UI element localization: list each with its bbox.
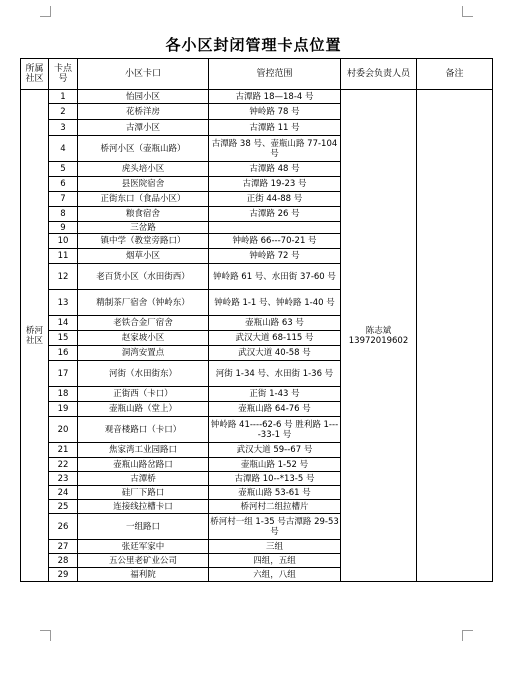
checkpoint-number-cell: 8 <box>49 207 78 222</box>
scope-cell: 古潭路 38 号、壶瓶山路 77-104 号 <box>209 136 341 162</box>
checkpoint-cell: 烟草小区 <box>78 249 209 264</box>
header-checkpoint-number: 卡点号 <box>49 59 78 90</box>
checkpoint-cell: 五公里老矿业公司 <box>78 554 209 568</box>
checkpoint-number-cell: 13 <box>49 290 78 316</box>
checkpoint-cell: 连接线拉槽卡口 <box>78 500 209 514</box>
checkpoint-number-cell: 10 <box>49 234 78 249</box>
checkpoint-number-cell: 29 <box>49 568 78 582</box>
table-row <box>21 90 493 104</box>
checkpoint-cell: 三岔路 <box>78 222 209 234</box>
checkpoint-cell: 粮食宿舍 <box>78 207 209 222</box>
checkpoint-cell: 老铁合金厂宿舍 <box>78 316 209 331</box>
checkpoint-cell: 古潭桥 <box>78 472 209 486</box>
scope-cell: 正街 1-43 号 <box>209 387 341 402</box>
page-corner-mark <box>462 6 473 17</box>
checkpoint-number-cell: 22 <box>49 458 78 472</box>
checkpoint-number-cell: 6 <box>49 177 78 192</box>
checkpoint-cell: 花桥洋房 <box>78 104 209 120</box>
checkpoint-cell: 壶瓶山路岔路口 <box>78 458 209 472</box>
owner-name: 陈志斌 <box>365 325 392 336</box>
scope-cell: 壶瓶山路 1-52 号 <box>209 458 341 472</box>
scope-cell: 古潭路 19-23 号 <box>209 177 341 192</box>
header-note: 备注 <box>417 59 493 90</box>
checkpoint-cell: 一组路口 <box>78 514 209 540</box>
checkpoint-number-cell: 24 <box>49 486 78 500</box>
page-corner-mark <box>462 630 473 641</box>
community-cell: 桥河社区 <box>21 90 49 582</box>
checkpoint-cell: 怡园小区 <box>78 90 209 104</box>
owner-phone: 13972019602 <box>348 335 409 346</box>
scope-cell: 钟岭路 1-1 号、钟岭路 1-40 号 <box>209 290 341 316</box>
checkpoint-number-cell: 28 <box>49 554 78 568</box>
checkpoint-cell: 精制茶厂宿舍（钟岭东） <box>78 290 209 316</box>
checkpoint-cell: 焦家湾工业园路口 <box>78 443 209 458</box>
checkpoint-number-cell: 9 <box>49 222 78 234</box>
header-scope: 管控范围 <box>209 59 341 90</box>
checkpoint-table <box>20 58 493 582</box>
checkpoint-cell: 福利院 <box>78 568 209 582</box>
checkpoint-number-cell: 25 <box>49 500 78 514</box>
checkpoint-number-cell: 23 <box>49 472 78 486</box>
checkpoint-number-cell: 21 <box>49 443 78 458</box>
scope-cell <box>209 222 341 234</box>
checkpoint-cell: 观音楼路口（卡口） <box>78 417 209 443</box>
header-owner: 村委会负责人员 <box>341 59 417 90</box>
checkpoint-cell: 虎头培小区 <box>78 162 209 177</box>
scope-cell: 四组，五组 <box>209 554 341 568</box>
checkpoint-cell: 县医院宿舍 <box>78 177 209 192</box>
checkpoint-cell: 正街东口（食品小区） <box>78 192 209 207</box>
scope-cell: 六组，八组 <box>209 568 341 582</box>
checkpoint-cell: 镇中学（教堂旁路口） <box>78 234 209 249</box>
scope-cell: 武汉大道 68-115 号 <box>209 331 341 346</box>
checkpoint-cell: 洞湾安置点 <box>78 346 209 361</box>
checkpoint-cell: 赵家坡小区 <box>78 331 209 346</box>
checkpoint-number-cell: 11 <box>49 249 78 264</box>
checkpoint-number-cell: 18 <box>49 387 78 402</box>
header-community: 所属社区 <box>21 59 49 90</box>
checkpoint-number-cell: 26 <box>49 514 78 540</box>
scope-cell: 武汉大道 59--67 号 <box>209 443 341 458</box>
checkpoint-number-cell: 14 <box>49 316 78 331</box>
scope-cell: 钟岭路 61 号、水田街 37-60 号 <box>209 264 341 290</box>
scope-cell: 古潭路 11 号 <box>209 120 341 136</box>
checkpoint-number-cell: 1 <box>49 90 78 104</box>
checkpoint-number-cell: 7 <box>49 192 78 207</box>
scope-cell: 河街 1-34 号、水田街 1-36 号 <box>209 361 341 387</box>
scope-cell: 钟岭路 78 号 <box>209 104 341 120</box>
scope-cell: 钟岭路 72 号 <box>209 249 341 264</box>
checkpoint-cell: 正街西（卡口） <box>78 387 209 402</box>
scope-cell: 壶瓶山路 53-61 号 <box>209 486 341 500</box>
header-checkpoint: 小区卡口 <box>78 59 209 90</box>
scope-cell: 钟岭路 41----62-6 号 胜利路 1----33-1 号 <box>209 417 341 443</box>
checkpoint-number-cell: 17 <box>49 361 78 387</box>
document-title: 各小区封闭管理卡点位置 <box>165 36 342 54</box>
scope-cell: 壶瓶山路 64-76 号 <box>209 402 341 417</box>
checkpoint-cell: 张廷军家中 <box>78 540 209 554</box>
page-corner-mark <box>40 6 51 17</box>
checkpoint-number-cell: 20 <box>49 417 78 443</box>
scope-cell: 正街 44-88 号 <box>209 192 341 207</box>
checkpoint-cell: 壶瓶山路（堂上） <box>78 402 209 417</box>
scope-cell: 桥河村二组拉槽片 <box>209 500 341 514</box>
checkpoint-number-cell: 16 <box>49 346 78 361</box>
scope-cell: 壶瓶山路 63 号 <box>209 316 341 331</box>
checkpoint-number-cell: 4 <box>49 136 78 162</box>
scope-cell: 古潭路 26 号 <box>209 207 341 222</box>
scope-cell: 古潭路 10--*13-5 号 <box>209 472 341 486</box>
scope-cell: 武汉大道 40-58 号 <box>209 346 341 361</box>
checkpoint-cell: 老百货小区（水田街西） <box>78 264 209 290</box>
scope-cell: 钟岭路 66---70-21 号 <box>209 234 341 249</box>
checkpoint-number-cell: 5 <box>49 162 78 177</box>
checkpoint-cell: 桥河小区（壶瓶山路） <box>78 136 209 162</box>
owner-cell <box>341 90 417 582</box>
checkpoint-number-cell: 19 <box>49 402 78 417</box>
page-corner-mark <box>40 630 51 641</box>
checkpoint-number-cell: 12 <box>49 264 78 290</box>
checkpoint-cell: 硅厂下路口 <box>78 486 209 500</box>
scope-cell: 古潭路 18—18-4 号 <box>209 90 341 104</box>
checkpoint-number-cell: 2 <box>49 104 78 120</box>
table-header-row <box>21 59 493 90</box>
scope-cell: 三组 <box>209 540 341 554</box>
checkpoint-cell: 河街（水田街东） <box>78 361 209 387</box>
note-cell <box>417 90 493 582</box>
scope-cell: 桥河村一组 1-35 号古潭路 29-53 号 <box>209 514 341 540</box>
checkpoint-number-cell: 3 <box>49 120 78 136</box>
checkpoint-number-cell: 15 <box>49 331 78 346</box>
scope-cell: 古潭路 48 号 <box>209 162 341 177</box>
checkpoint-number-cell: 27 <box>49 540 78 554</box>
checkpoint-cell: 古潭小区 <box>78 120 209 136</box>
